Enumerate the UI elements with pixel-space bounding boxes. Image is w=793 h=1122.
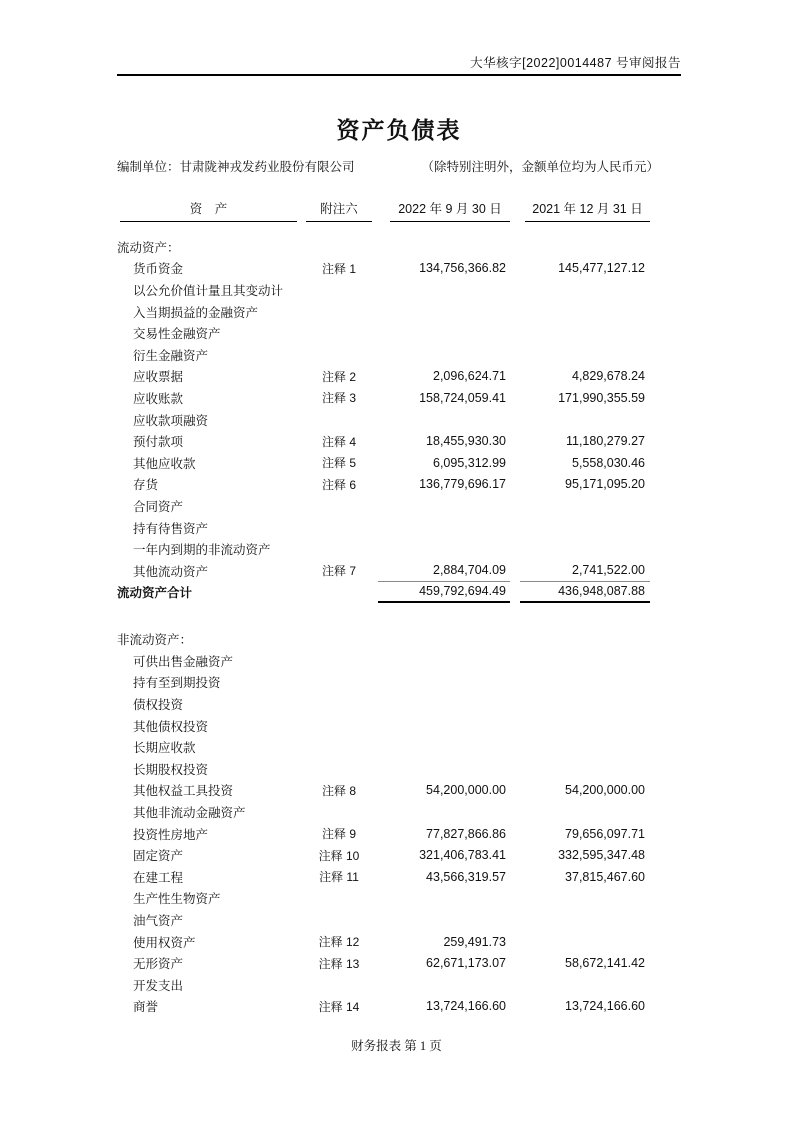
row-note: 注释 2	[321, 369, 356, 384]
row-label: 开发支出	[133, 978, 184, 993]
row-value-2021: 5,558,030.46	[572, 455, 645, 470]
table-row	[117, 258, 681, 280]
row-note	[300, 736, 378, 758]
table-row	[117, 931, 681, 953]
table-header-row	[117, 194, 681, 222]
row-value-2021	[520, 758, 650, 780]
row-note	[300, 974, 378, 996]
row-label: 持有待售资产	[133, 521, 209, 536]
row-note: 注释 3	[321, 391, 356, 406]
report-meta-row	[117, 157, 681, 175]
row-value-2021	[520, 344, 650, 366]
table-row	[117, 582, 681, 604]
row-value-2021	[520, 236, 650, 258]
row-label: 入当期损益的金融资产	[133, 305, 259, 320]
row-label: 以公允价值计量且其变动计	[133, 283, 284, 298]
row-value-2022: 2,884,704.09	[378, 560, 510, 582]
row-label: 其他流动资产	[133, 564, 209, 579]
row-label: 油气资产	[133, 914, 184, 928]
table-row	[117, 236, 681, 258]
row-note	[300, 650, 378, 672]
table-row	[117, 517, 681, 539]
row-note: 注释 7	[321, 564, 356, 579]
row-note	[300, 322, 378, 344]
row-value-2022	[378, 736, 510, 758]
row-note	[300, 301, 378, 323]
table-row	[117, 344, 681, 366]
balance-sheet-table	[117, 194, 681, 1017]
row-label: 其他应收款	[133, 456, 196, 471]
table-row	[117, 430, 681, 452]
column-header-2021	[520, 194, 650, 222]
prepared-by-label: 编制单位：甘肃陇神戎发药业股份有限公司	[117, 160, 355, 174]
row-value-2021	[520, 693, 650, 715]
row-note	[300, 693, 378, 715]
row-note: 注释 9	[321, 827, 356, 842]
row-value-2022	[378, 538, 510, 560]
row-label: 投资性房地产	[133, 827, 209, 842]
table-row	[117, 322, 681, 344]
row-value-2021	[520, 538, 650, 560]
page-title: 资产负债表	[336, 118, 462, 143]
row-note: 注释 4	[321, 434, 356, 449]
table-row	[117, 366, 681, 388]
row-value-2021	[520, 322, 650, 344]
row-label: 存货	[133, 478, 159, 493]
row-note: 注释 12	[318, 935, 360, 950]
row-note	[300, 715, 378, 737]
row-note	[300, 517, 378, 539]
table-row	[117, 715, 681, 737]
row-label: 使用权资产	[133, 935, 196, 950]
row-value-2021: 4,829,678.24	[572, 369, 645, 384]
row-note: 注释 14	[318, 999, 360, 1014]
row-label: 固定资产	[133, 849, 184, 864]
row-value-2022: 77,827,866.86	[426, 826, 506, 841]
row-value-2021: 11,180,279.27	[565, 434, 645, 449]
row-value-2022: 54,200,000.00	[426, 783, 506, 798]
table-row	[117, 672, 681, 694]
column-header-assets-label: 资 产	[120, 199, 297, 222]
row-value-2021	[520, 279, 650, 301]
row-label: 长期应收款	[133, 741, 196, 756]
column-header-note	[300, 194, 378, 222]
row-value-2022: 459,792,694.49	[378, 582, 510, 604]
row-value-2021	[520, 801, 650, 823]
table-row	[117, 952, 681, 974]
row-value-2022	[378, 715, 510, 737]
row-label: 无形资产	[133, 957, 184, 972]
row-label: 持有至到期投资	[133, 676, 221, 691]
table-row	[117, 736, 681, 758]
row-note	[300, 672, 378, 694]
row-note	[300, 236, 378, 258]
row-value-2022	[378, 888, 510, 910]
row-note	[300, 758, 378, 780]
row-label: 合同资产	[133, 499, 184, 514]
row-note	[300, 801, 378, 823]
row-value-2022: 321,406,783.41	[419, 848, 506, 863]
table-body	[117, 236, 681, 1017]
table-row	[117, 758, 681, 780]
row-note	[300, 888, 378, 910]
row-value-2021	[520, 650, 650, 672]
row-value-2021: 436,948,087.88	[520, 582, 650, 604]
row-label: 债权投资	[133, 698, 184, 713]
row-value-2022: 6,095,312.99	[433, 455, 506, 470]
table-row	[117, 628, 681, 650]
row-label: 预付款项	[133, 435, 184, 450]
row-note	[300, 409, 378, 431]
row-value-2022	[378, 517, 510, 539]
row-value-2022: 259,491.73	[443, 934, 506, 949]
row-label: 其他债权投资	[133, 719, 209, 734]
row-label: 流动资产合计	[117, 586, 193, 601]
row-value-2021	[520, 409, 650, 431]
row-value-2021: 2,741,522.00	[520, 560, 650, 582]
row-note	[300, 582, 378, 604]
table-row	[117, 279, 681, 301]
row-value-2022	[378, 322, 510, 344]
column-header-assets	[117, 194, 300, 222]
page-footer: 财务报表 第 1 页	[351, 1039, 442, 1053]
row-value-2022: 136,779,696.17	[419, 477, 506, 492]
row-label: 一年内到期的非流动资产	[133, 543, 271, 558]
row-value-2022: 134,756,366.82	[419, 261, 506, 276]
row-note	[300, 344, 378, 366]
table-row	[117, 888, 681, 910]
row-label: 交易性金融资产	[133, 327, 221, 342]
row-value-2021	[520, 736, 650, 758]
row-value-2022: 43,566,319.57	[426, 869, 506, 884]
row-value-2021: 58,672,141.42	[565, 956, 645, 971]
row-value-2021	[520, 517, 650, 539]
table-row	[117, 538, 681, 560]
table-row	[117, 823, 681, 845]
row-value-2022: 2,096,624.71	[433, 369, 506, 384]
row-value-2021: 37,815,467.60	[565, 869, 645, 884]
row-value-2021: 95,171,095.20	[565, 477, 645, 492]
row-spacer	[117, 603, 681, 628]
row-value-2022	[378, 344, 510, 366]
table-row	[117, 844, 681, 866]
row-note: 注释 1	[321, 261, 356, 276]
row-value-2021	[520, 628, 650, 650]
row-label: 应收账款	[133, 391, 184, 406]
row-note	[300, 909, 378, 931]
row-value-2022	[378, 495, 510, 517]
table-row	[117, 387, 681, 409]
table-row	[117, 801, 681, 823]
row-value-2021	[520, 888, 650, 910]
row-value-2021	[520, 715, 650, 737]
row-label: 在建工程	[133, 870, 184, 885]
row-value-2022	[378, 628, 510, 650]
row-label: 其他权益工具投资	[133, 784, 234, 799]
row-note	[300, 279, 378, 301]
row-value-2022: 62,671,173.07	[426, 956, 506, 971]
row-value-2022	[378, 279, 510, 301]
row-value-2022: 158,724,059.41	[419, 390, 506, 405]
row-value-2022	[378, 801, 510, 823]
column-header-2021-label: 2021 年 12 月 31 日	[525, 199, 650, 222]
row-label: 应收票据	[133, 370, 184, 385]
table-row	[117, 780, 681, 802]
row-value-2021: 332,595,347.48	[558, 848, 645, 863]
table-row	[117, 409, 681, 431]
row-value-2021: 13,724,166.60	[565, 999, 645, 1014]
row-value-2022	[378, 650, 510, 672]
row-value-2022: 18,455,930.30	[426, 434, 506, 449]
row-value-2022	[378, 758, 510, 780]
row-value-2022: 13,724,166.60	[426, 999, 506, 1014]
row-label: 应收款项融资	[133, 413, 209, 428]
currency-unit-note: （除特别注明外，金额单位均为人民币元）	[421, 160, 659, 174]
row-label: 商誉	[133, 1000, 159, 1015]
row-value-2021: 145,477,127.12	[558, 261, 645, 276]
row-label: 其他非流动金融资产	[133, 806, 246, 821]
row-note: 注释 11	[319, 870, 359, 885]
table-row	[117, 495, 681, 517]
row-note	[300, 538, 378, 560]
row-label: 可供出售金融资产	[133, 654, 234, 669]
row-note: 注释 6	[321, 477, 356, 492]
table-row	[117, 301, 681, 323]
row-note: 注释 5	[321, 456, 356, 471]
row-note: 注释 8	[321, 783, 356, 798]
table-row	[117, 650, 681, 672]
row-value-2021	[520, 974, 650, 996]
row-value-2022	[378, 672, 510, 694]
table-row	[117, 974, 681, 996]
row-value-2021: 171,990,355.59	[558, 390, 645, 405]
row-label: 非流动资产：	[117, 633, 193, 648]
table-row	[117, 866, 681, 888]
report-header-note: 大华核字[2022]0014487 号审阅报告	[470, 56, 681, 70]
row-value-2021	[520, 909, 650, 931]
row-value-2022	[378, 409, 510, 431]
table-row	[117, 560, 681, 582]
row-label: 长期股权投资	[133, 762, 209, 777]
row-value-2021	[520, 672, 650, 694]
row-value-2021: 79,656,097.71	[565, 826, 645, 841]
header-divider	[117, 74, 681, 76]
table-row	[117, 474, 681, 496]
table-row	[117, 452, 681, 474]
column-header-note-label: 附注六	[306, 199, 372, 222]
table-row	[117, 996, 681, 1018]
row-note	[300, 628, 378, 650]
row-note	[300, 495, 378, 517]
row-note: 注释 13	[318, 956, 360, 971]
table-row	[117, 693, 681, 715]
row-value-2022	[378, 909, 510, 931]
row-value-2022	[378, 974, 510, 996]
row-value-2021	[520, 495, 650, 517]
row-value-2021	[520, 301, 650, 323]
row-note: 注释 10	[318, 848, 360, 863]
row-label: 生产性生物资产	[133, 892, 221, 907]
table-row	[117, 909, 681, 931]
row-label: 流动资产：	[117, 240, 180, 255]
column-header-2022-label: 2022 年 9 月 30 日	[390, 199, 510, 222]
row-value-2022	[378, 301, 510, 323]
row-value-2022	[378, 693, 510, 715]
row-value-2021	[520, 931, 650, 953]
column-header-2022	[378, 194, 510, 222]
row-value-2022	[378, 236, 510, 258]
row-label: 货币资金	[133, 262, 184, 277]
row-value-2021: 54,200,000.00	[565, 783, 645, 798]
row-label: 衍生金融资产	[133, 348, 209, 363]
